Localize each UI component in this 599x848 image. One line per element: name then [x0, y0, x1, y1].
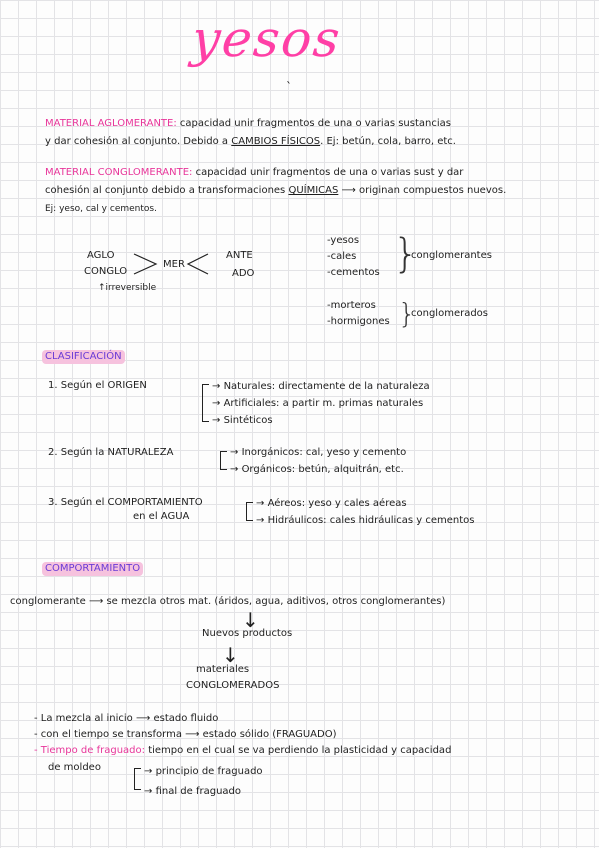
note-fraguado-line2: de moldeo [48, 762, 101, 773]
naturaleza-items [230, 444, 406, 478]
list-item: → Inorgánicos: cal, yeso y cemento [230, 447, 407, 458]
conglomerante-line1: capacidad unir fragmentos de una o varias sust y dar [195, 167, 464, 178]
origen-label: 1. Según el ORIGEN [48, 380, 147, 391]
comportamiento-items [256, 495, 475, 529]
conglomerante-definition [45, 167, 463, 179]
aglomerante-line1: capacidad unir fragmentos de una o varias sustancias [179, 118, 451, 129]
conglomerantes-list [327, 233, 380, 281]
irreversible-note: ↑irreversible [98, 283, 157, 293]
comportamiento-bracket [246, 502, 253, 521]
list-item: → Orgánicos: betún, alquitrán, etc. [230, 464, 404, 475]
conglomerante-text: conglomerante [10, 596, 86, 607]
mezcla-text: se mezcla otros mat. (áridos, agua, aditivos, otros conglomerantes) [106, 596, 446, 607]
arrow-down-icon: ↓ [222, 643, 239, 667]
list-item: -hormigones [327, 316, 390, 327]
conglomerantes-label: conglomerantes [411, 250, 492, 261]
comportamiento-label-sub: en el AGUA [133, 511, 190, 522]
list-item: -cales [327, 251, 357, 262]
word-mer: MER [163, 259, 185, 270]
comportamiento-line [10, 596, 445, 608]
tiempo-fraguado-term: - Tiempo de fraguado: [34, 745, 145, 756]
aglomerante-line2c: . Ej: betún, cola, barro, etc. [320, 136, 456, 147]
conglomerados-text: CONGLOMERADOS [186, 680, 280, 691]
materiales-text: materiales [196, 664, 250, 675]
nuevos-productos: Nuevos productos [202, 628, 293, 639]
list-item: → final de fraguado [144, 786, 242, 797]
word-conglo: CONGLO [84, 266, 128, 277]
origen-bracket [202, 384, 209, 422]
origen-items [212, 378, 430, 429]
naturaleza-label: 2. Según la NATURALEZA [48, 447, 174, 458]
list-item: -morteros [327, 300, 376, 311]
naturaleza-bracket [220, 451, 227, 470]
list-item: → principio de fraguado [144, 766, 263, 777]
note-mezcla: - La mezcla al inicio ⟶ estado fluido [34, 713, 219, 724]
arrow-right-icon: ⟶ [88, 596, 104, 607]
conglomerante-term: MATERIAL CONGLOMERANTE: [45, 167, 193, 178]
list-item: -cementos [327, 267, 380, 278]
fraguado-subitems [144, 762, 263, 802]
tiempo-fraguado-text: tiempo en el cual se va perdiendo la plasticidad y capacidad [148, 745, 452, 756]
aglomerante-definition [45, 118, 451, 130]
conglomerante-example: Ej: yeso, cal y cementos. [45, 204, 157, 214]
clasificacion-heading: CLASIFICACIÓN [42, 350, 125, 364]
note-fraguado [34, 745, 451, 757]
brace-icon: } [393, 231, 419, 277]
page-title: yesos [188, 10, 345, 68]
list-item: → Sintéticos [212, 415, 273, 426]
list-item: → Hidráulicos: cales hidráulicas y cementos [256, 515, 475, 526]
arrow-down-icon: ↓ [242, 608, 259, 632]
conglomerados-label: conglomerados [411, 308, 489, 319]
brace-icon: } [398, 297, 416, 330]
list-item: -yesos [327, 235, 360, 246]
aglomerante-line2a: y dar cohesión al conjunto. Debido a [45, 136, 229, 147]
conglomerados-list [327, 298, 390, 330]
conglomerante-line2a: cohesión al conjunto debido a transformaciones [45, 185, 286, 196]
fraguado-bracket [134, 768, 141, 790]
aglomerante-term: MATERIAL AGLOMERANTE: [45, 118, 177, 129]
aglomerante-definition-line2 [45, 136, 456, 148]
cambios-fisicos-text: CAMBIOS FÍSICOS [231, 136, 321, 147]
comportamiento-heading: COMPORTAMIENTO [42, 562, 143, 576]
word-ante: ANTE [226, 250, 253, 261]
conglomerante-line2c: ⟶ originan compuestos nuevos. [341, 185, 507, 196]
list-item: → Artificiales: a partir m. primas naturales [212, 398, 424, 409]
word-ado: ADO [232, 268, 255, 279]
title-mark: ˋ [286, 80, 292, 94]
word-aglo: AGLO [87, 250, 115, 261]
list-item: → Naturales: directamente de la naturaleza [212, 381, 430, 392]
note-tiempo: - con el tiempo se transforma ⟶ estado sólido (FRAGUADO) [34, 729, 337, 740]
quimicas-text: QUÍMICAS [288, 185, 339, 196]
conglomerante-definition-line2 [45, 185, 506, 197]
list-item: → Aéreos: yeso y cales aéreas [256, 498, 407, 509]
comportamiento-label: 3. Según el COMPORTAMIENTO [48, 497, 203, 508]
